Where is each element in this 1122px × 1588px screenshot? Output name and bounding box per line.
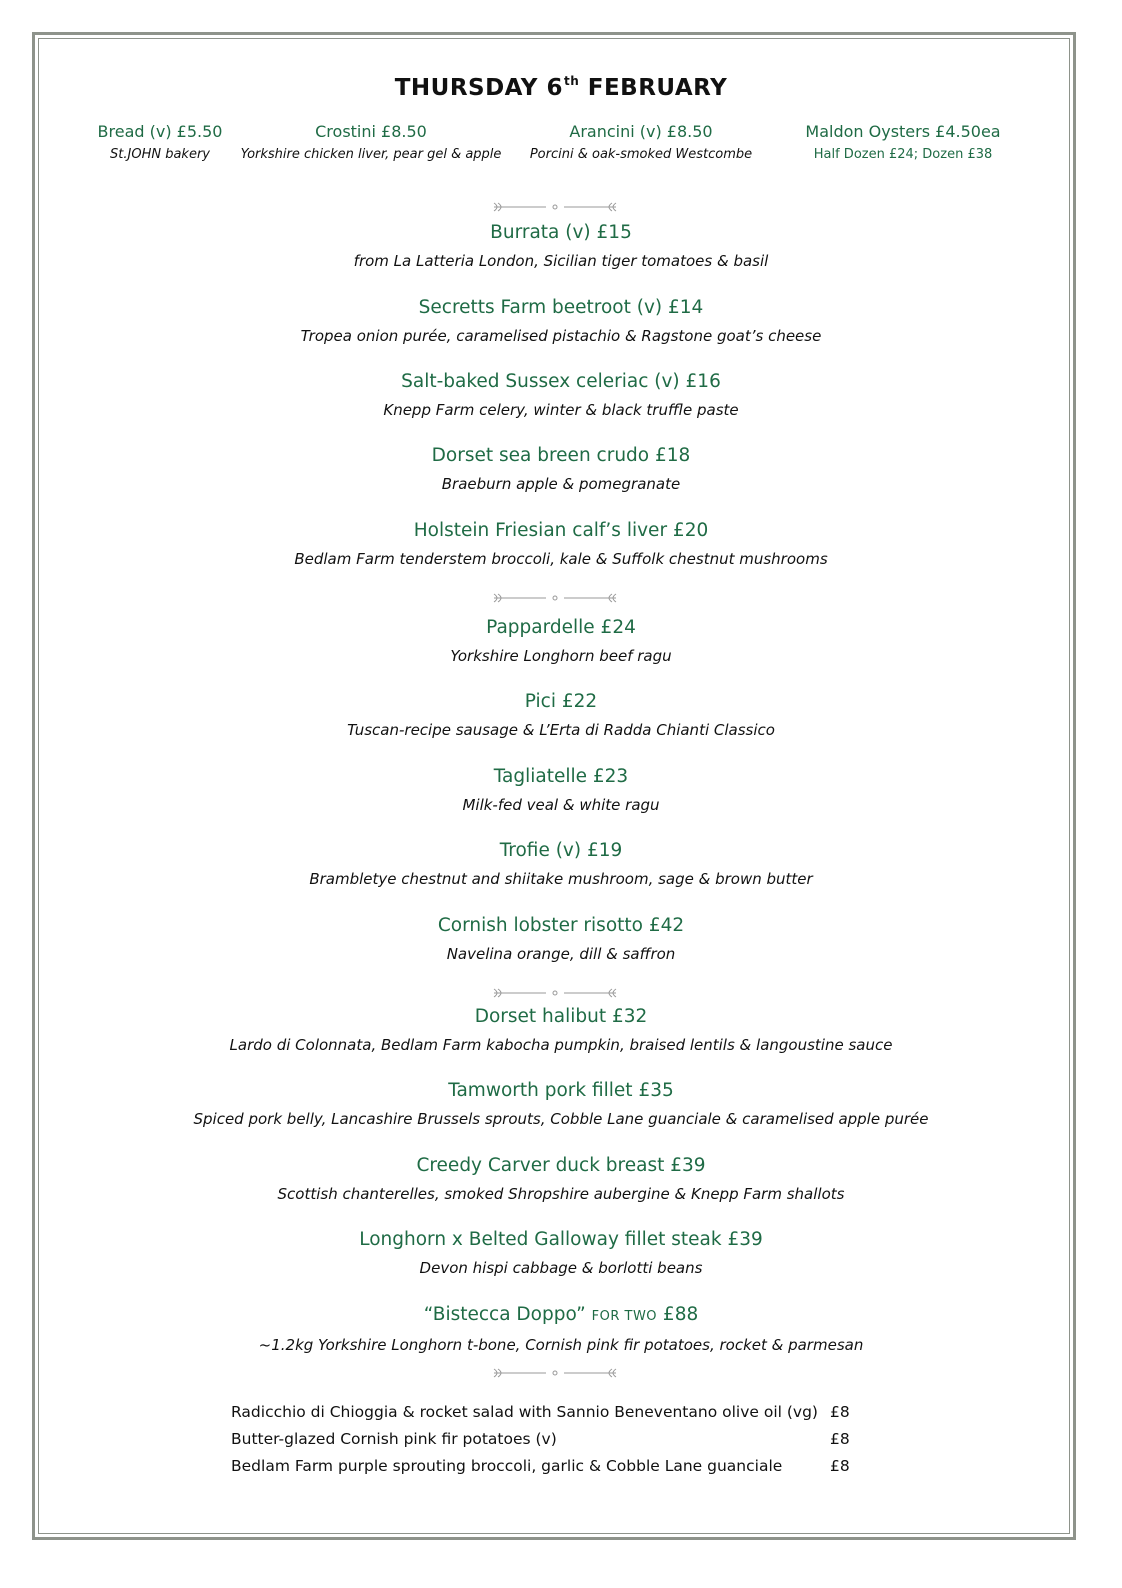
dish-name: Cornish lobster risotto £42 [437, 915, 685, 936]
dish-starter [0, 297, 1122, 346]
dish-main [0, 1155, 1122, 1204]
dish-desc: Braeburn apple & pomegranate [441, 475, 681, 493]
dish-desc: Knepp Farm celery, winter & black truffle paste [383, 401, 739, 419]
dish-bistecca [0, 1304, 1122, 1355]
snack-name: Arancini (v) £8.50 [569, 122, 713, 141]
menu-date-title [0, 74, 1122, 101]
dish-pasta [0, 915, 1122, 964]
dish-desc: ~1.2kg Yorkshire Longhorn t-bone, Cornish pink fir potatoes, rocket & parmesan [258, 1336, 864, 1354]
snack-name: Bread (v) £5.50 [97, 122, 223, 141]
dish-desc: Milk-fed veal & white ragu [462, 796, 660, 814]
dish-pasta [0, 766, 1122, 815]
snack-oysters [805, 122, 1000, 162]
ornament-divider [490, 591, 620, 605]
side-price: £8 [830, 1403, 850, 1421]
dish-desc: Bedlam Farm tenderstem broccoli, kale & Suffolk chestnut mushrooms [294, 550, 828, 568]
dish-main [0, 1229, 1122, 1278]
dish-starter [0, 371, 1122, 420]
dish-name: Tagliatelle £23 [493, 766, 629, 787]
dish-name: Tamworth pork fillet £35 [448, 1080, 674, 1101]
side-name: Bedlam Farm purple sprouting broccoli, garlic & Cobble Lane guanciale [231, 1457, 783, 1475]
snack-crostini [241, 122, 502, 162]
dish-desc: Scottish chanterelles, smoked Shropshire aubergine & Knepp Farm shallots [277, 1185, 845, 1203]
bistecca-price: £88 [662, 1304, 699, 1325]
snack-desc: Half Dozen £24; Dozen £38 [813, 147, 993, 162]
dish-starter [0, 520, 1122, 569]
dish-desc: Tropea onion purée, caramelised pistachio & Ragstone goat’s cheese [300, 327, 822, 345]
snack-bread [98, 122, 223, 162]
dish-desc: Navelina orange, dill & saffron [446, 945, 676, 963]
title-day: THURSDAY 6 [394, 75, 563, 101]
dish-desc: Devon hispi cabbage & borlotti beans [419, 1259, 703, 1277]
ornament-divider [490, 986, 620, 1000]
dish-main [0, 1080, 1122, 1129]
sides-list [231, 1401, 871, 1482]
dish-starter [0, 445, 1122, 494]
snack-desc: St.JOHN bakery [110, 147, 210, 162]
dish-pasta [0, 617, 1122, 666]
snack-name: Maldon Oysters £4.50ea [805, 122, 1001, 141]
title-month: FEBRUARY [579, 75, 728, 101]
dish-desc: Lardo di Colonnata, Bedlam Farm kabocha pumpkin, braised lentils & langoustine sauce [229, 1036, 893, 1054]
for-two-label: FOR TWO [591, 1309, 658, 1324]
dish-desc: Tuscan-recipe sausage & L’Erta di Radda Chianti Classico [347, 721, 775, 739]
dish-name: Longhorn x Belted Galloway fillet steak £39 [359, 1229, 763, 1250]
dish-pasta [0, 691, 1122, 740]
dish-pasta [0, 840, 1122, 889]
dish-name: Dorset sea breen crudo £18 [431, 445, 691, 466]
dish-starter [0, 222, 1122, 271]
dish-name: Pappardelle £24 [486, 617, 636, 638]
ornament-divider [490, 200, 620, 214]
dish-desc: Spiced pork belly, Lancashire Brussels sprouts, Cobble Lane guanciale & caramelised apple purée [193, 1110, 929, 1128]
dish-name: Salt-baked Sussex celeriac (v) £16 [401, 371, 721, 392]
title-suffix: th [563, 74, 580, 88]
snack-desc: Porcini & oak-smoked Westcombe [529, 147, 753, 162]
dish-name: Trofie (v) £19 [499, 840, 623, 861]
side-item [231, 1401, 871, 1428]
dish-desc: Yorkshire Longhorn beef ragu [450, 647, 672, 665]
dish-name [0, 1304, 1122, 1328]
dish-name: Burrata (v) £15 [490, 222, 632, 243]
snack-arancini [530, 122, 752, 162]
dish-name: Creedy Carver duck breast £39 [416, 1155, 706, 1176]
dish-name: Holstein Friesian calf’s liver £20 [413, 520, 709, 541]
side-name: Butter-glazed Cornish pink fir potatoes (v) [231, 1430, 557, 1448]
bistecca-title: “Bistecca Doppo” [423, 1304, 586, 1325]
side-price: £8 [830, 1457, 850, 1475]
side-name: Radicchio di Chioggia & rocket salad with Sannio Beneventano olive oil (vg) [231, 1403, 818, 1421]
dish-main [0, 1006, 1122, 1055]
dish-desc: Brambletye chestnut and shiitake mushroom, sage & brown butter [309, 870, 813, 888]
side-item [231, 1428, 871, 1455]
side-item [231, 1455, 871, 1482]
snack-name: Crostini £8.50 [315, 122, 427, 141]
dish-name: Dorset halibut £32 [474, 1006, 648, 1027]
side-price: £8 [830, 1430, 850, 1448]
dish-desc: from La Latteria London, Sicilian tiger tomatoes & basil [353, 252, 769, 270]
snack-desc: Yorkshire chicken liver, pear gel & apple [240, 147, 502, 162]
dish-name: Pici £22 [524, 691, 598, 712]
ornament-divider [490, 1366, 620, 1380]
dish-name: Secretts Farm beetroot (v) £14 [418, 297, 704, 318]
